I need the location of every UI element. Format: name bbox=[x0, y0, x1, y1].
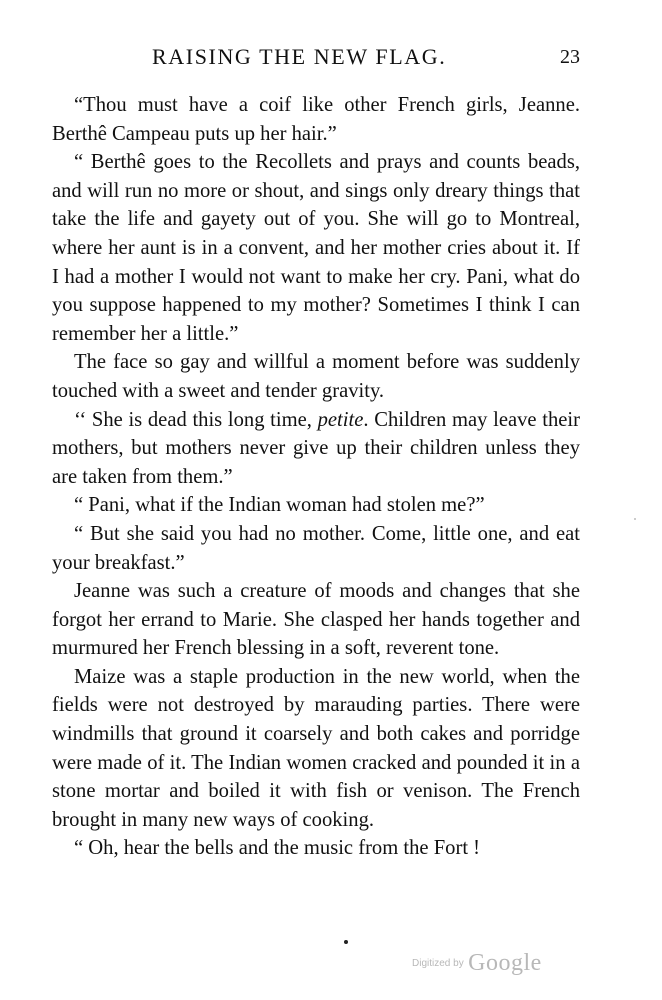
paragraph-8: Maize was a staple production in the new world, when the fields were not destroyed by marauding parties. There were windmills that ground it coarsely and both cakes and porridge were made of it. The Indian women cracked and pounded it in a stone mortar and boiled it with fish or venison. The French brought in many new ways of cooking. bbox=[52, 665, 580, 831]
paragraph-1: “Thou must have a coif like other French girls, Jeanne. Berthê Campeau puts up her hair.” bbox=[52, 94, 580, 145]
paragraph-4-start: ‘‘ She is dead this long time, bbox=[74, 408, 318, 431]
paragraph-6: “ But she said you had no mother. Come, little one, and eat your breakfast.” bbox=[52, 522, 580, 574]
paragraph-4-end: . Children may leave their mothers, but mothers never give up their children unless they are taken from them.” bbox=[52, 408, 580, 488]
paragraph-3: The face so gay and willful a moment before was suddenly touched with a sweet and tender gravity. bbox=[52, 351, 580, 402]
ink-dot bbox=[344, 940, 348, 944]
body-text bbox=[52, 91, 580, 863]
paragraph-4 bbox=[52, 406, 580, 492]
page-header bbox=[52, 44, 580, 74]
watermark-logo: Google bbox=[468, 950, 542, 976]
paragraph-5: “ Pani, what if the Indian woman had stolen me?” bbox=[74, 494, 485, 517]
running-title: RAISING THE NEW FLAG. bbox=[152, 44, 447, 69]
paragraph-9: “ Oh, hear the bells and the music from the Fort ! bbox=[74, 837, 481, 860]
page-number: 23 bbox=[560, 46, 580, 68]
digitized-watermark bbox=[412, 950, 542, 977]
paragraph-2: “ Berthê goes to the Recollets and prays and counts beads, and will run no more or shout, and sings only dreary things that take the life and gayety out of you. She will go to Montreal, where her aunt is in a convent, and her mother cries about it. If I had a mother I would not want to make her cry. Pani, what do you suppose happened to my mother? Sometimes I think I can remember her a little.” bbox=[52, 151, 580, 345]
paragraph-7: Jeanne was such a creature of moods and changes that she forgot her errand to Marie. She clasped her hands together and murmured her French blessing in a soft, reverent tone. bbox=[52, 580, 580, 660]
watermark-prefix: Digitized by bbox=[412, 958, 464, 969]
margin-speck bbox=[634, 518, 636, 520]
italic-word: petite bbox=[317, 408, 364, 431]
